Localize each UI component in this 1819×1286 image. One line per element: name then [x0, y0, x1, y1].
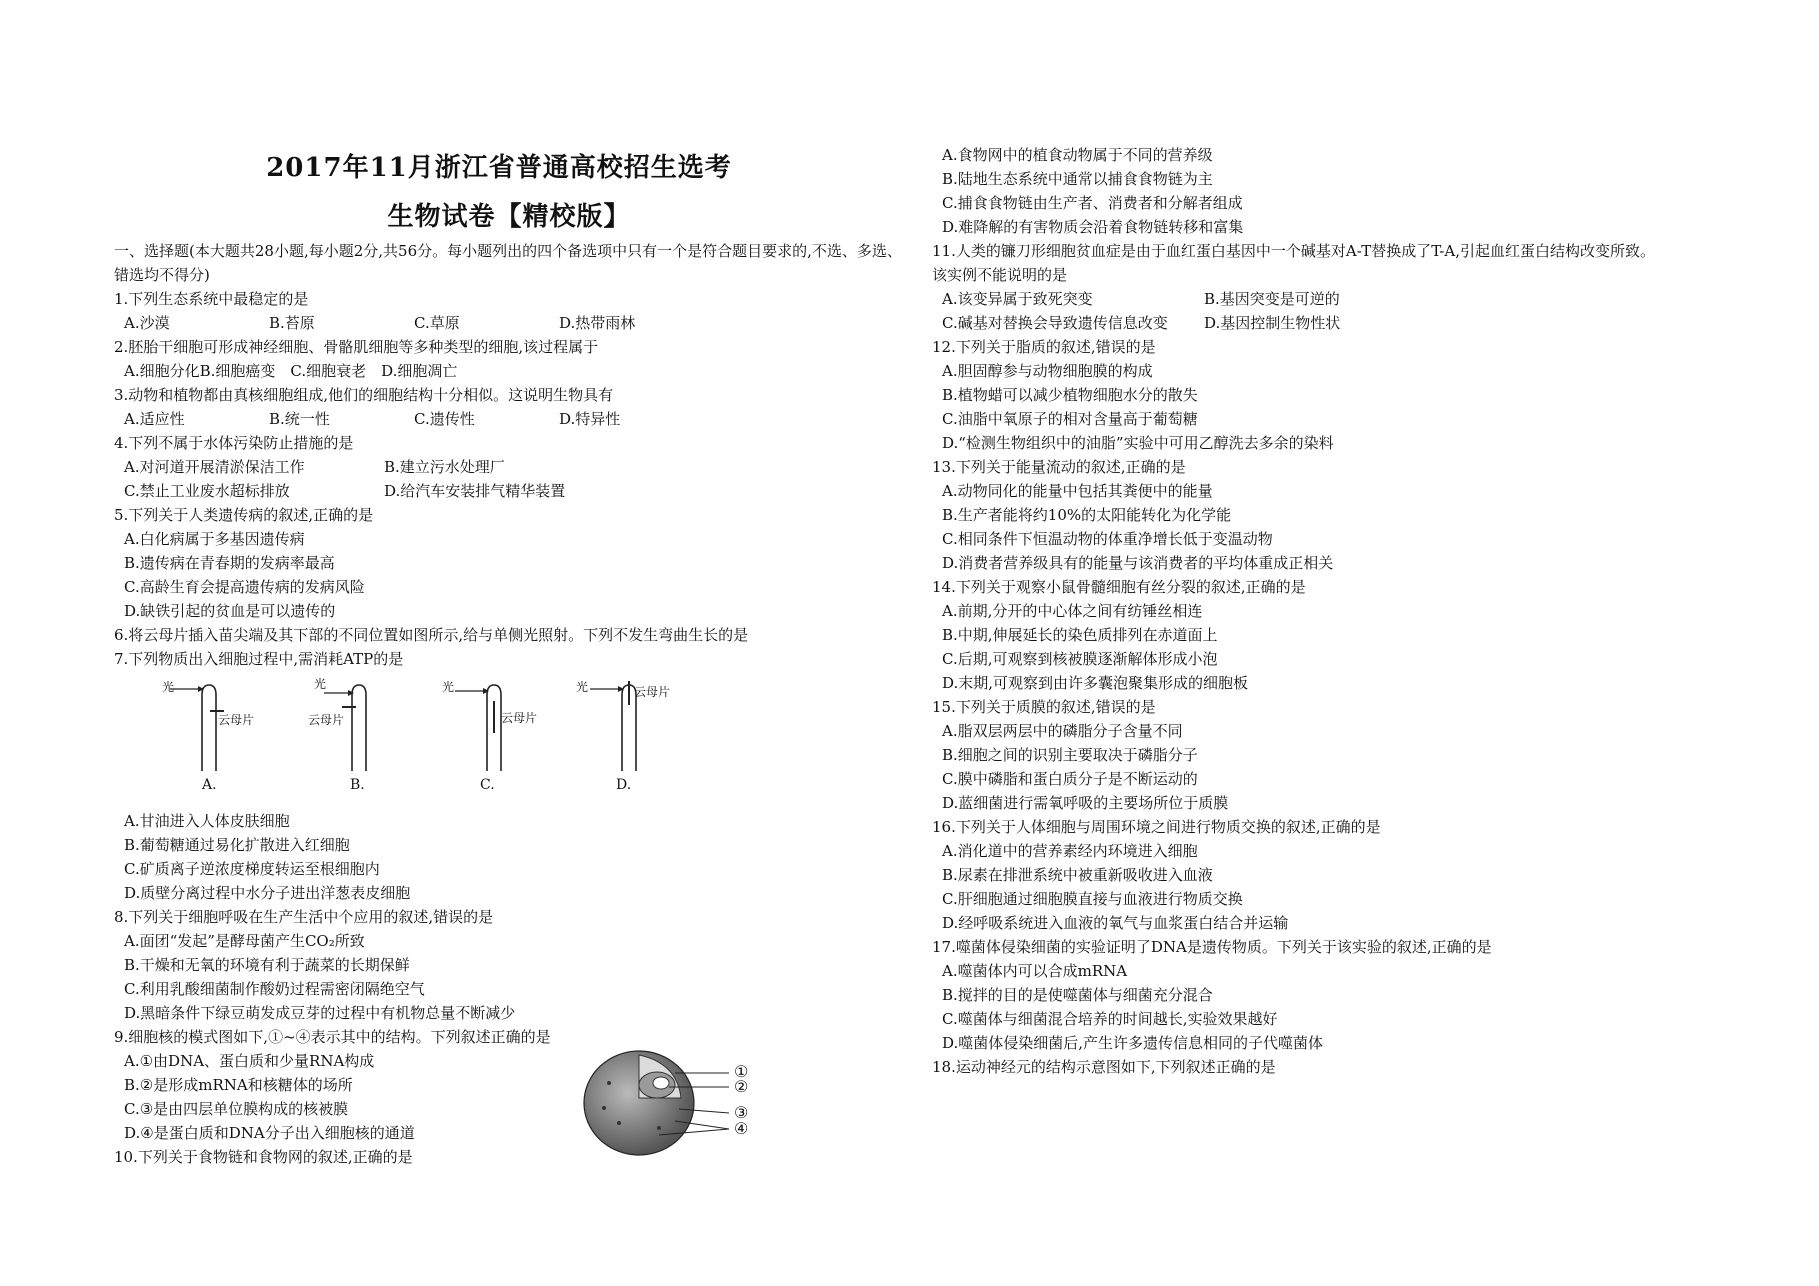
q11-stem-line2: 该实例不能说明的是	[932, 266, 1068, 284]
q14-option-b: B.中期,伸展延长的染色质排列在赤道面上	[942, 626, 1218, 644]
q3-option-b: B.统一性	[269, 410, 330, 428]
q13-option-d: D.消费者营养级具有的能量与该消费者的平均体重成正相关	[942, 554, 1334, 572]
q7-option-a: A.甘油进入人体皮肤细胞	[124, 812, 290, 830]
coleoptile-d-label: D.	[616, 777, 632, 793]
q16-option-a: A.消化道中的营养素经内环境进入细胞	[942, 842, 1198, 860]
coleoptile-b-mica-label: 云母片	[308, 713, 345, 727]
coleoptile-b-light-label: 光	[314, 677, 327, 691]
q9-option-a: A.①由DNA、蛋白质和少量RNA构成	[124, 1052, 375, 1070]
q2-stem: 2.胚胎干细胞可形成神经细胞、骨骼肌细胞等多种类型的细胞,该过程属于	[114, 338, 599, 356]
q3-option-a: A.适应性	[124, 410, 185, 428]
section-instructions: 一、选择题(本大题共28小题,每小题2分,共56分。每小题列出的四个备选项中只有一个是符合题目要求的,不选、多选、错选均不得分)	[114, 242, 902, 284]
q9-block	[114, 1025, 904, 1169]
q17-option-c: C.噬菌体与细菌混合培养的时间越长,实验效果越好	[942, 1010, 1278, 1028]
q15-option-c: C.膜中磷脂和蛋白质分子是不断运动的	[942, 770, 1198, 788]
q1-stem: 1.下列生态系统中最稳定的是	[114, 290, 309, 308]
q10-stem: 10.下列关于食物链和食物网的叙述,正确的是	[114, 1148, 413, 1166]
q15-option-d: D.蓝细菌进行需氧呼吸的主要场所位于质膜	[942, 794, 1229, 812]
q8-stem: 8.下列关于细胞呼吸在生产生活中个应用的叙述,错误的是	[114, 908, 494, 926]
q16-option-d: D.经呼吸系统进入血液的氧气与血浆蛋白结合并运输	[942, 914, 1289, 932]
q9-stem: 9.细胞核的模式图如下,①~④表示其中的结构。下列叙述正确的是	[114, 1028, 551, 1046]
q15-option-a: A.脂双层两层中的磷脂分子含量不同	[942, 722, 1183, 740]
q13-option-b: B.生产者能将约10%的太阳能转化为化学能	[942, 506, 1232, 524]
nucleus-label-1: ①	[734, 1062, 749, 1081]
q16-stem: 16.下列关于人体细胞与周围环境之间进行物质交换的叙述,正确的是	[932, 818, 1381, 836]
q14-option-c: C.后期,可观察到核被膜逐渐解体形成小泡	[942, 650, 1218, 668]
q12-option-a: A.胆固醇参与动物细胞膜的构成	[942, 362, 1153, 380]
q17-option-d: D.噬菌体侵染细菌后,产生许多遗传信息相同的子代噬菌体	[942, 1034, 1324, 1052]
q4-options-row1	[114, 455, 904, 479]
coleoptile-d-mica-label: 云母片	[634, 685, 671, 699]
coleoptile-c-diagram	[439, 681, 559, 771]
coleoptile-a-light-label: 光	[162, 680, 175, 694]
nucleus-label-4: ④	[734, 1119, 749, 1138]
q5-option-d: D.缺铁引起的贫血是可以遗传的	[124, 602, 336, 620]
q4-option-d: D.给汽车安装排气精华装置	[384, 482, 566, 500]
q7-option-d: D.质壁分离过程中水分子进出洋葱表皮细胞	[124, 884, 411, 902]
q11-options-row1	[932, 287, 1722, 311]
coleoptile-c-label: C.	[480, 777, 495, 793]
q12-option-d: D.“检测生物组织中的油脂”实验中可用乙醇洗去多余的染料	[942, 434, 1334, 452]
q3-stem: 3.动物和植物都由真核细胞组成,他们的细胞结构十分相似。这说明生物具有	[114, 386, 614, 404]
q14-option-d: D.末期,可观察到由许多囊泡聚集形成的细胞板	[942, 674, 1249, 692]
q4-option-a: A.对河道开展清淤保洁工作	[124, 458, 305, 476]
q1-option-a: A.沙漠	[124, 314, 170, 332]
q8-option-a: A.面团“发起”是酵母菌产生CO₂所致	[124, 932, 365, 950]
q17-stem: 17.噬菌体侵染细菌的实验证明了DNA是遗传物质。下列关于该实验的叙述,正确的是	[932, 938, 1492, 956]
coleoptile-c-mica-label: 云母片	[501, 711, 538, 725]
q5-stem: 5.下列关于人类遗传病的叙述,正确的是	[114, 506, 374, 524]
coleoptile-figure	[114, 671, 904, 809]
q7-option-c: C.矿质离子逆浓度梯度转运至根细胞内	[124, 860, 380, 878]
coleoptile-b-label: B.	[350, 777, 365, 793]
q14-option-a: A.前期,分开的中心体之间有纺锤丝相连	[942, 602, 1203, 620]
q9-option-c: C.③是由四层单位膜构成的核被膜	[124, 1100, 349, 1118]
coleoptile-c-light-label: 光	[442, 680, 455, 694]
coleoptile-d-light-label: 光	[576, 680, 589, 694]
q4-options-row2	[114, 479, 904, 503]
q9-option-b: B.②是形成mRNA和核糖体的场所	[124, 1076, 353, 1094]
right-column	[932, 143, 1722, 1079]
q5-option-b: B.遗传病在青春期的发病率最高	[124, 554, 335, 572]
q1-option-d: D.热带雨林	[559, 314, 636, 332]
q3-option-d: D.特异性	[559, 410, 621, 428]
q15-stem: 15.下列关于质膜的叙述,错误的是	[932, 698, 1156, 716]
cell-nucleus-diagram	[579, 1043, 779, 1163]
q1-options	[114, 311, 904, 335]
q14-stem: 14.下列关于观察小鼠骨髓细胞有丝分裂的叙述,正确的是	[932, 578, 1306, 596]
exam-subtitle: 生物试卷【精校版】	[387, 202, 631, 232]
exam-title: 2017年11月浙江省普通高校招生选考	[266, 153, 732, 183]
q16-option-c: C.肝细胞通过细胞膜直接与血液进行物质交换	[942, 890, 1243, 908]
q13-option-a: A.动物同化的能量中包括其粪便中的能量	[942, 482, 1213, 500]
q11-option-c: C.碱基对替换会导致遗传信息改变	[942, 314, 1168, 332]
coleoptile-a-label: A.	[202, 777, 217, 793]
q10-option-b: B.陆地生态系统中通常以捕食食物链为主	[942, 170, 1213, 188]
q11-option-a: A.该变异属于致死突变	[942, 290, 1093, 308]
q8-option-c: C.利用乳酸细菌制作酸奶过程需密闭隔绝空气	[124, 980, 425, 998]
q4-stem: 4.下列不属于水体污染防止措施的是	[114, 434, 354, 452]
q10-option-d: D.难降解的有害物质会沿着食物链转移和富集	[942, 218, 1244, 236]
q1-option-b: B.苔原	[269, 314, 315, 332]
left-column	[114, 150, 904, 1169]
q10-option-a: A.食物网中的植食动物属于不同的营养级	[942, 146, 1213, 164]
q11-option-b: B.基因突变是可逆的	[1204, 290, 1340, 308]
q5-option-c: C.高龄生育会提高遗传病的发病风险	[124, 578, 365, 596]
q11-stem-line1: 11.人类的镰刀形细胞贫血症是由于血红蛋白基因中一个碱基对A-T替换成了T-A,引起血红蛋白结构改变所致。	[932, 242, 1655, 260]
coleoptile-a-mica-label: 云母片	[218, 713, 255, 727]
q3-option-c: C.遗传性	[414, 410, 475, 428]
q17-option-a: A.噬菌体内可以合成mRNA	[942, 962, 1128, 980]
q1-option-c: C.草原	[414, 314, 460, 332]
q4-option-c: C.禁止工业废水超标排放	[124, 482, 290, 500]
nucleus-label-2: ②	[734, 1077, 749, 1096]
q12-option-b: B.植物蜡可以减少植物细胞水分的散失	[942, 386, 1198, 404]
q3-options	[114, 407, 904, 431]
q13-stem: 13.下列关于能量流动的叙述,正确的是	[932, 458, 1186, 476]
q11-option-d: D.基因控制生物性状	[1204, 314, 1341, 332]
q18-stem: 18.运动神经元的结构示意图如下,下列叙述正确的是	[932, 1058, 1276, 1076]
q13-option-c: C.相同条件下恒温动物的体重净增长低于变温动物	[942, 530, 1273, 548]
q12-stem: 12.下列关于脂质的叙述,错误的是	[932, 338, 1156, 356]
q12-option-c: C.油脂中氧原子的相对含量高于葡萄糖	[942, 410, 1198, 428]
q7-stem: 7.下列物质出入细胞过程中,需消耗ATP的是	[114, 650, 404, 668]
q17-option-b: B.搅拌的目的是使噬菌体与细菌充分混合	[942, 986, 1213, 1004]
q9-option-d: D.④是蛋白质和DNA分子出入细胞核的通道	[124, 1124, 415, 1142]
q7-option-b: B.葡萄糖通过易化扩散进入红细胞	[124, 836, 350, 854]
q4-option-b: B.建立污水处理厂	[384, 458, 505, 476]
q6-stem: 6.将云母片插入苗尖端及其下部的不同位置如图所示,给与单侧光照射。下列不发生弯曲生长的是	[114, 626, 749, 644]
q11-options-row2	[932, 311, 1722, 335]
q16-option-b: B.尿素在排泄系统中被重新吸收进入血液	[942, 866, 1213, 884]
q2-options: A.细胞分化B.细胞癌变 C.细胞衰老 D.细胞凋亡	[124, 362, 458, 380]
q8-option-d: D.黑暗条件下绿豆萌发成豆芽的过程中有机物总量不断减少	[124, 1004, 516, 1022]
q15-option-b: B.细胞之间的识别主要取决于磷脂分子	[942, 746, 1198, 764]
q10-option-c: C.捕食食物链由生产者、消费者和分解者组成	[942, 194, 1243, 212]
q8-option-b: B.干燥和无氧的环境有利于蔬菜的长期保鲜	[124, 956, 410, 974]
q5-option-a: A.白化病属于多基因遗传病	[124, 530, 305, 548]
nucleus-label-3: ③	[734, 1103, 749, 1122]
